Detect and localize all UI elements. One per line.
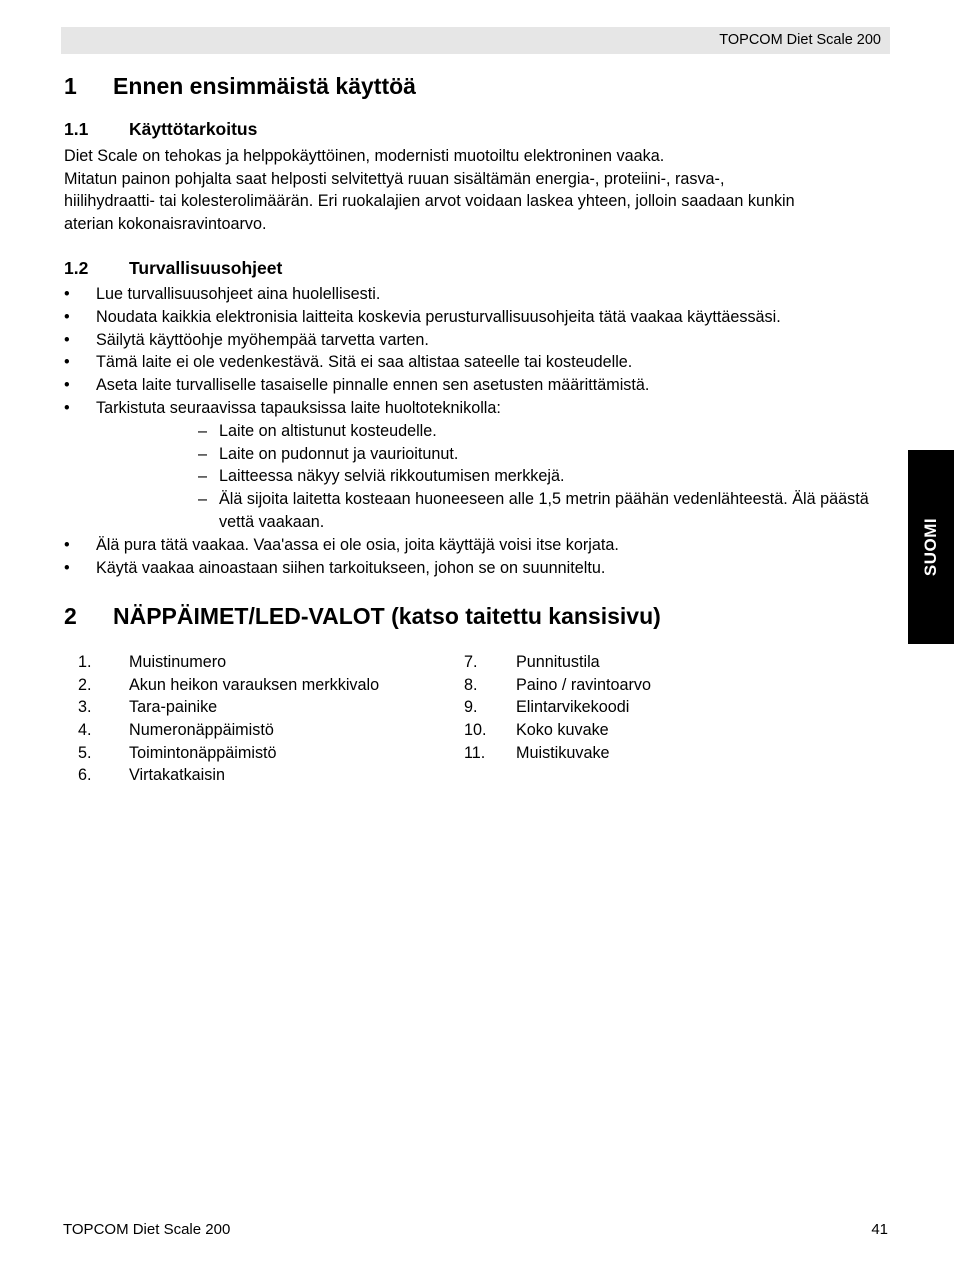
list-item <box>78 651 448 674</box>
item-label: Tara-painike <box>129 698 218 717</box>
bullet-symbol: • <box>64 376 70 395</box>
bullet-symbol: • <box>64 285 70 303</box>
list-item <box>464 651 764 674</box>
list-item-text: Tarkistuta seuraavissa tapauksissa laite huoltoteknikolla: <box>96 398 501 417</box>
paragraph-line: Diet Scale on tehokas ja helppokäyttöinen, modernisti muotoiltu elektroninen vaaka. <box>64 147 665 165</box>
list-item <box>64 306 890 329</box>
sub-list-item-text: Laitteessa näkyy selviä rikkoutumisen merkkejä. <box>219 467 565 486</box>
keys-list-left <box>78 651 448 787</box>
subsection-number: 1.1 <box>64 119 89 139</box>
bullet-symbol: • <box>64 398 70 417</box>
bullet-symbol: • <box>64 558 70 577</box>
item-label: Toimintonäppäimistö <box>129 743 277 762</box>
dash-symbol: – <box>198 444 208 463</box>
paragraph-line: Mitatun painon pohjalta saat helposti selvitettyä ruuan sisältämän energia-, proteiini-, rasva-, <box>64 169 725 188</box>
list-item <box>64 329 890 352</box>
list-item <box>464 719 764 742</box>
sub-list-item <box>64 443 890 466</box>
item-label: Koko kuvake <box>516 721 609 740</box>
list-item <box>464 742 764 765</box>
paragraph-line: hiilihydraatti- tai kolesterolimäärän. Eri ruokalajien arvot voidaan laskea yhteen, jolloin saadaan kunkin <box>64 192 795 211</box>
subsection-title: Käyttötarkoitus <box>129 119 258 139</box>
list-item-text: Älä pura tätä vaakaa. Vaa'assa ei ole osia, joita käyttäjä voisi itse korjata. <box>96 535 619 554</box>
list-item <box>464 674 764 697</box>
subsection-title: Turvallisuusohjeet <box>129 258 283 278</box>
list-item <box>78 742 448 765</box>
list-item <box>464 696 764 719</box>
list-item <box>64 397 890 420</box>
item-number: 4. <box>78 721 92 740</box>
footer-title: TOPCOM Diet Scale 200 <box>63 1221 231 1238</box>
section-title: NÄPPÄIMET/LED-VALOT (katso taitettu kansisivu) <box>113 603 661 629</box>
section-number: 1 <box>64 73 77 99</box>
item-label: Paino / ravintoarvo <box>516 675 651 694</box>
item-label: Muistinumero <box>129 653 227 671</box>
section-number: 2 <box>64 603 77 629</box>
list-item-text: Aseta laite turvalliselle tasaiselle pinnalle ennen sen asetusten määrittämistä. <box>96 376 650 395</box>
list-item-text: Lue turvallisuusohjeet aina huolellisesti. <box>96 285 381 303</box>
item-number: 1. <box>78 653 92 671</box>
list-item <box>78 696 448 719</box>
item-number: 8. <box>464 675 478 694</box>
bullet-symbol: • <box>64 535 70 554</box>
dash-symbol: – <box>198 490 208 509</box>
bullet-symbol: • <box>64 353 70 372</box>
page-header <box>61 27 890 54</box>
sub-list-item-text: Laite on altistunut kosteudelle. <box>219 421 437 440</box>
item-label: Numeronäppäimistö <box>129 721 274 740</box>
item-number: 2. <box>78 675 92 694</box>
list-item <box>64 534 890 557</box>
sub-list-item-text: Älä sijoita laitetta kosteaan huoneeseen alle 1,5 metrin päähän vedenlähteestä. Älä päästä vettä vaakaan. <box>219 490 869 531</box>
language-tab-label: SUOMI <box>921 517 940 577</box>
sub-list-item <box>64 488 890 534</box>
item-number: 3. <box>78 698 92 717</box>
sub-list-item <box>64 420 890 443</box>
item-label: Punnitustila <box>516 653 600 671</box>
item-number: 11. <box>464 743 486 762</box>
item-number: 5. <box>78 743 92 762</box>
intended-use-paragraph <box>64 145 890 235</box>
item-number: 7. <box>464 653 478 671</box>
dash-symbol: – <box>198 421 208 440</box>
item-number: 6. <box>78 766 92 785</box>
paragraph-line: aterian kokonaisravintoarvo. <box>64 214 267 233</box>
keys-list-right <box>464 651 764 764</box>
list-item <box>64 557 890 580</box>
item-number: 10. <box>464 721 487 740</box>
list-item <box>78 674 448 697</box>
sub-list-item-text: Laite on pudonnut ja vaurioitunut. <box>219 444 459 463</box>
list-item <box>64 374 890 397</box>
list-item-text: Käytä vaakaa ainoastaan siihen tarkoitukseen, johon se on suunniteltu. <box>96 558 606 577</box>
item-label: Virtakatkaisin <box>129 766 225 785</box>
safety-list <box>64 283 890 579</box>
list-item-text: Noudata kaikkia elektronisia laitteita koskevia perusturvallisuusohjeita tätä vaakaa käyttäessäsi. <box>96 307 781 326</box>
list-item <box>78 764 448 787</box>
dash-symbol: – <box>198 467 208 486</box>
bullet-symbol: • <box>64 330 70 349</box>
section-title: Ennen ensimmäistä käyttöä <box>113 73 416 99</box>
list-item <box>64 351 890 374</box>
header-title: TOPCOM Diet Scale 200 <box>719 32 881 48</box>
list-item <box>78 719 448 742</box>
page-number: 41 <box>871 1221 888 1238</box>
item-number: 9. <box>464 698 478 717</box>
item-label: Akun heikon varauksen merkkivalo <box>129 675 380 694</box>
sub-list-item <box>64 465 890 488</box>
language-tab <box>908 450 954 644</box>
item-label: Muistikuvake <box>516 743 610 762</box>
list-item-text: Tämä laite ei ole vedenkestävä. Sitä ei saa altistaa sateelle tai kosteudelle. <box>96 353 633 372</box>
subsection-number: 1.2 <box>64 258 89 278</box>
list-item-text: Säilytä käyttöohje myöhempää tarvetta varten. <box>96 330 429 349</box>
item-label: Elintarvikekoodi <box>516 698 630 717</box>
list-item <box>64 283 890 306</box>
bullet-symbol: • <box>64 307 70 326</box>
